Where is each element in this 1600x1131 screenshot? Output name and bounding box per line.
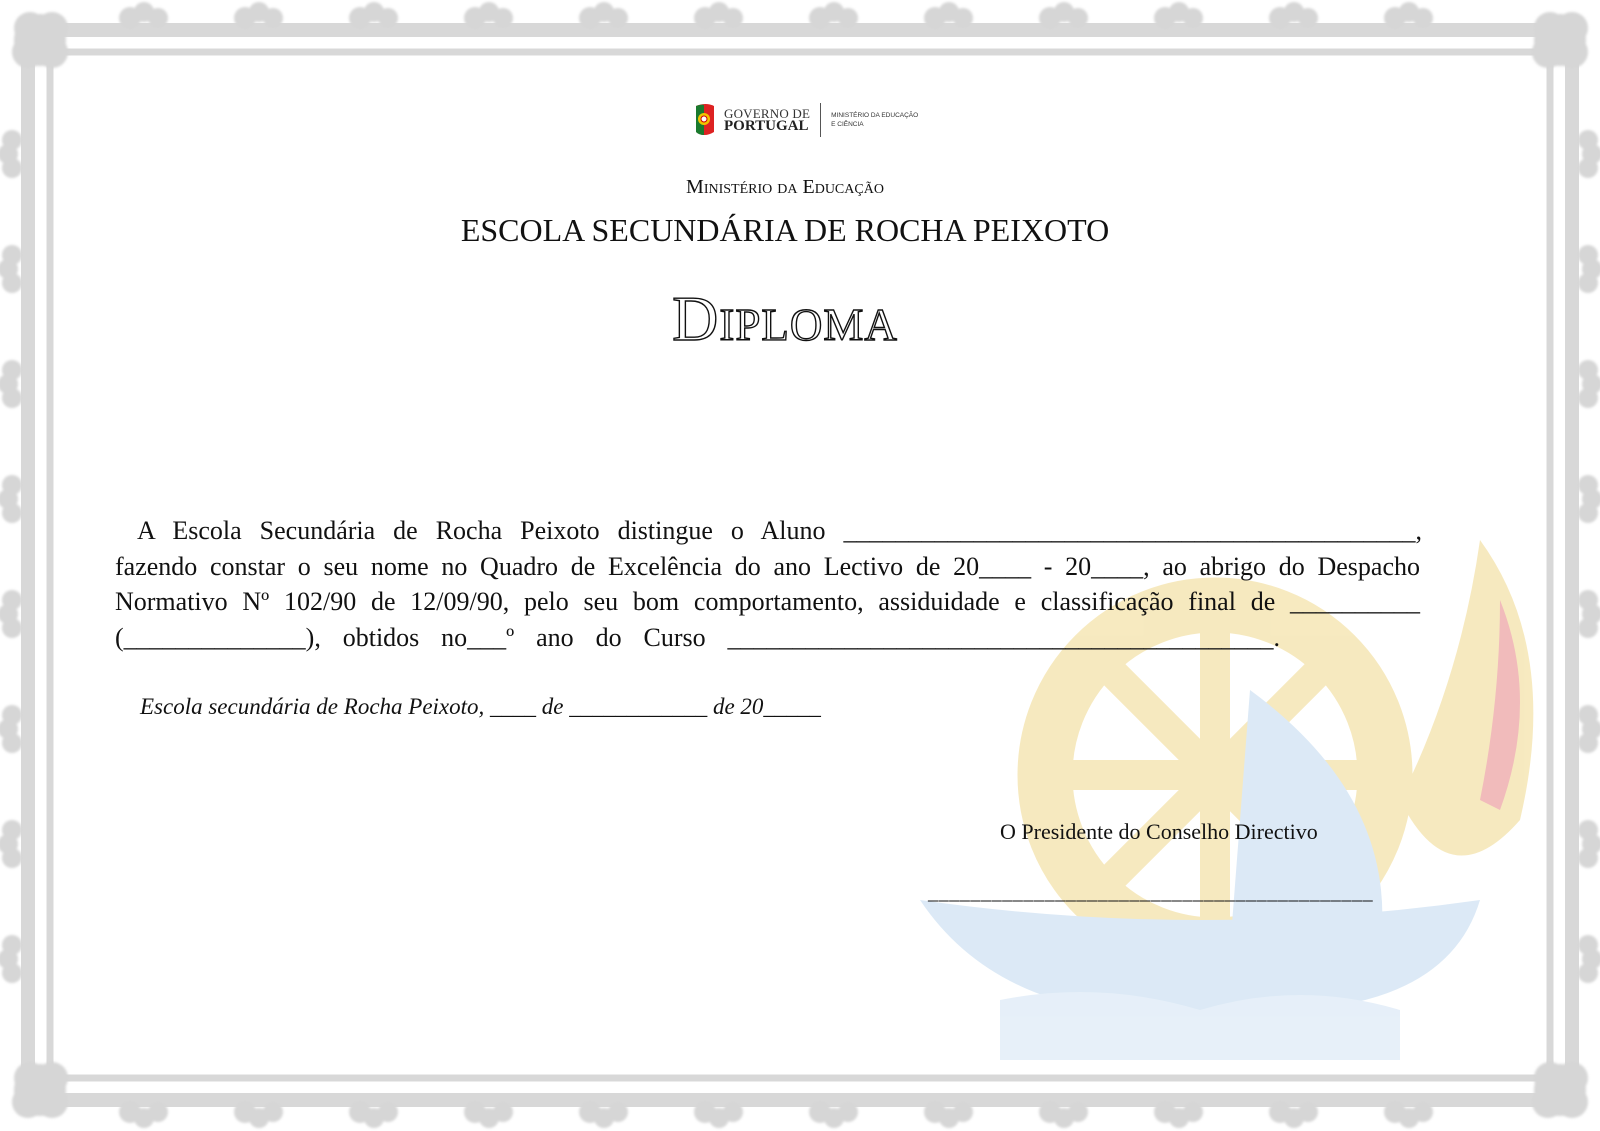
body-line-4: (______________), obtidos no___º ano do Curso __________________________________________.: [115, 623, 1280, 652]
body-line-1: A Escola Secundária de Rocha Peixoto distingue o Aluno ____________________________________________,: [137, 516, 1422, 545]
border-scallop: [2, 503, 22, 523]
signature-line: __________________________________________: [928, 882, 1374, 904]
border-scallop: [1183, 1102, 1203, 1122]
border-scallop: [1298, 8, 1318, 28]
border-scallop: [378, 8, 398, 28]
school-emblem-watermark: [920, 540, 1533, 1060]
border-scallop: [148, 1102, 168, 1122]
logo-divider: [820, 103, 821, 137]
border-scallop: [1578, 618, 1598, 638]
border-scallop: [148, 8, 168, 28]
border-scallop: [263, 1102, 283, 1122]
border-scallop: [1578, 848, 1598, 868]
border-scallop: [723, 8, 743, 28]
border-scallop: [378, 1102, 398, 1122]
border-scallop: [1413, 1102, 1433, 1122]
border-scallop: [1556, 1086, 1588, 1118]
portugal-flag-icon: [692, 102, 718, 138]
border-scallop: [1578, 503, 1598, 523]
border-scallop: [953, 8, 973, 28]
border-scallop: [263, 8, 283, 28]
border-scallop: [608, 8, 628, 28]
border-scallop: [1578, 733, 1598, 753]
border-scallop: [1068, 8, 1088, 28]
border-scallop: [2, 618, 22, 638]
border-scallop: [1578, 158, 1598, 178]
ministry-logo-line1: MINISTÉRIO DA EDUCAÇÃO: [831, 112, 919, 119]
logo-line2: PORTUGAL: [724, 118, 809, 134]
border-scallop: [2, 733, 22, 753]
border-scallop: [608, 1102, 628, 1122]
diploma-title: Diploma: [672, 283, 898, 354]
border-scallop: [1578, 388, 1598, 408]
ministry-heading: Ministério da Educação: [686, 176, 884, 198]
place-date-line: Escola secundária de Rocha Peixoto, ____ de ____________ de 20_____: [140, 694, 821, 719]
border-scallop: [838, 8, 858, 28]
border-scallop: [2, 388, 22, 408]
border-scallop: [723, 1102, 743, 1122]
border-scallop: [493, 1102, 513, 1122]
body-line-2: fazendo constar o seu nome no Quadro de Excelência do ano Lectivo de 20____ - 20____, ao abrigo do Despacho: [115, 552, 1420, 581]
border-scallop: [1556, 36, 1588, 68]
border-scallop: [1578, 963, 1598, 983]
government-logo: [692, 100, 918, 140]
border-scallop: [1298, 1102, 1318, 1122]
border-scallop: [953, 1102, 973, 1122]
border-scallop: [36, 1086, 68, 1118]
logo-line1: GOVERNO DE: [724, 106, 811, 121]
border-scallop: [1068, 1102, 1088, 1122]
border-scallop: [2, 963, 22, 983]
ministry-logo-line2: E CIÊNCIA: [831, 121, 864, 128]
border-scallop: [1413, 8, 1433, 28]
school-name: ESCOLA SECUNDÁRIA DE ROCHA PEIXOTO: [460, 212, 1110, 248]
border-scallop: [36, 36, 68, 68]
border-scallop: [493, 8, 513, 28]
border-scallop: [1578, 273, 1598, 293]
border-scallop: [1183, 8, 1203, 28]
border-scallop: [838, 1102, 858, 1122]
body-line-3: Normativo Nº 102/90 de 12/09/90, pelo seu bom comportamento, assiduidade e classificação final de __________: [115, 587, 1420, 616]
border-scallop: [2, 158, 22, 178]
border-scallop: [2, 848, 22, 868]
signature-title: O Presidente do Conselho Directivo: [1000, 819, 1318, 844]
